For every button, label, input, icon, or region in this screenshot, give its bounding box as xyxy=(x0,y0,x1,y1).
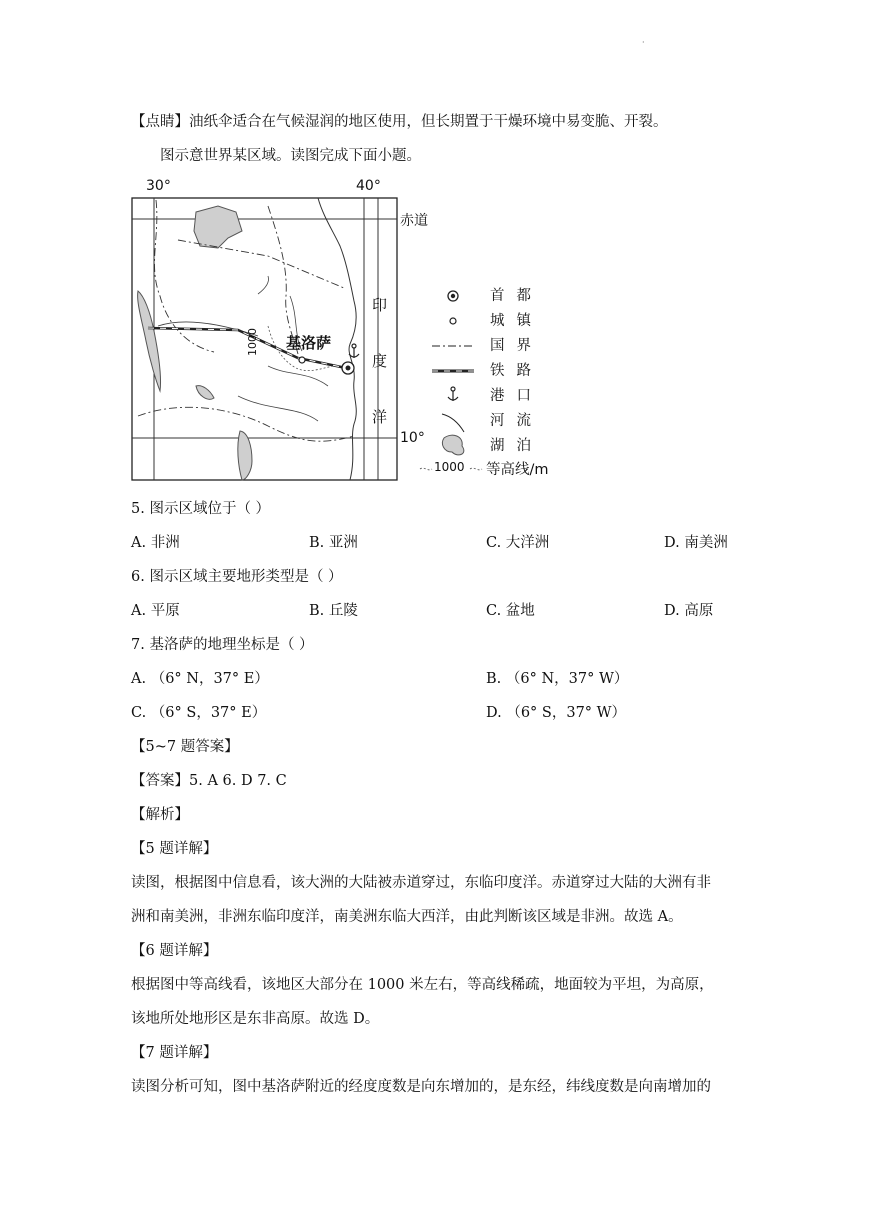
lon-label-left: 30° xyxy=(146,178,171,194)
legend-lake-label: 湖泊 xyxy=(490,438,543,454)
q5-detail-line-1: 读图，根据图中信息看，该大洲的大陆被赤道穿过，东临印度洋。赤道穿过大陆的大洲有非 xyxy=(131,875,711,891)
tip-text: 【点睛】油纸伞适合在气候湿润的地区使用，但长期置于干燥环境中易变脆、开裂。 xyxy=(131,114,668,130)
question-7-option-a: A. （6° N，37° E） xyxy=(131,671,269,687)
q6-detail-line-2: 该地所处地形区是东非高原。故选 D。 xyxy=(131,1011,380,1027)
question-7-option-c: C. （6° S，37° E） xyxy=(131,705,267,721)
equator-label: 赤道 xyxy=(400,213,428,229)
ocean-label-1: 印 xyxy=(372,296,388,314)
contour-label: 1000 xyxy=(246,328,259,356)
legend-port xyxy=(438,384,578,406)
legend-lake xyxy=(438,434,578,456)
question-7-stem: 7. 基洛萨的地理坐标是（ ） xyxy=(131,637,314,653)
lat-label-bottom: 10° xyxy=(400,430,425,446)
q7-detail-title: 【7 题详解】 xyxy=(131,1045,218,1061)
legend-river-label: 河流 xyxy=(490,413,543,429)
prompt-text: 图示意世界某区域。读图完成下面小题。 xyxy=(160,148,421,164)
legend-port-label: 港口 xyxy=(490,388,543,404)
q6-detail-title: 【6 题详解】 xyxy=(131,943,218,959)
question-5-option-b: B. 亚洲 xyxy=(309,535,358,551)
legend-river xyxy=(438,409,578,431)
legend-contour-value: 1000 xyxy=(434,460,465,474)
legend-town-label: 城镇 xyxy=(490,313,543,329)
analysis-title: 【解析】 xyxy=(131,807,189,823)
q6-detail-line-1: 根据图中等高线看，该地区大部分在 1000 米左右，等高线稀疏，地面较为平坦，为高原， xyxy=(131,977,714,993)
question-6-option-c: C. 盆地 xyxy=(486,603,535,619)
legend-capital xyxy=(438,284,578,306)
legend-border-label: 国界 xyxy=(490,338,543,354)
question-7-option-d: D. （6° S，37° W） xyxy=(486,705,627,721)
question-5-option-c: C. 大洋洲 xyxy=(486,535,550,551)
question-5-stem: 5. 图示区域位于（ ） xyxy=(131,501,271,517)
legend-capital-label: 首都 xyxy=(490,288,543,304)
question-5-option-d: D. 南美洲 xyxy=(664,535,728,551)
legend-town xyxy=(438,309,578,331)
legend-border xyxy=(438,334,578,356)
q5-detail-title: 【5 题详解】 xyxy=(131,841,218,857)
city-label: 基洛萨 xyxy=(286,334,332,352)
ocean-label-3: 洋 xyxy=(372,408,388,426)
legend-railway xyxy=(438,359,578,381)
answers-text: 【答案】5. A 6. D 7. C xyxy=(131,773,287,789)
question-6-option-b: B. 丘陵 xyxy=(309,603,358,619)
region-map xyxy=(118,176,568,486)
q5-detail-line-2: 洲和南美洲，非洲东临印度洋，南美洲东临大西洋，由此判断该区域是非洲。故选 A。 xyxy=(131,909,683,925)
question-6-option-d: D. 高原 xyxy=(664,603,714,619)
legend-contour-label: 等高线/m xyxy=(486,462,549,478)
answer-section-title: 【5~7 题答案】 xyxy=(131,739,239,755)
question-6-stem: 6. 图示区域主要地形类型是（ ） xyxy=(131,569,343,585)
question-7-option-b: B. （6° N，37° W） xyxy=(486,671,629,687)
question-6-option-a: A. 平原 xyxy=(131,603,180,619)
ocean-label-2: 度 xyxy=(372,352,388,370)
legend-railway-label: 铁路 xyxy=(490,363,543,379)
header-dot: · xyxy=(642,38,645,47)
question-5-option-a: A. 非洲 xyxy=(131,535,180,551)
lon-label-right: 40° xyxy=(356,178,381,194)
q7-detail-line-1: 读图分析可知，图中基洛萨附近的经度度数是向东增加的，是东经，纬线度数是向南增加的 xyxy=(131,1079,711,1095)
